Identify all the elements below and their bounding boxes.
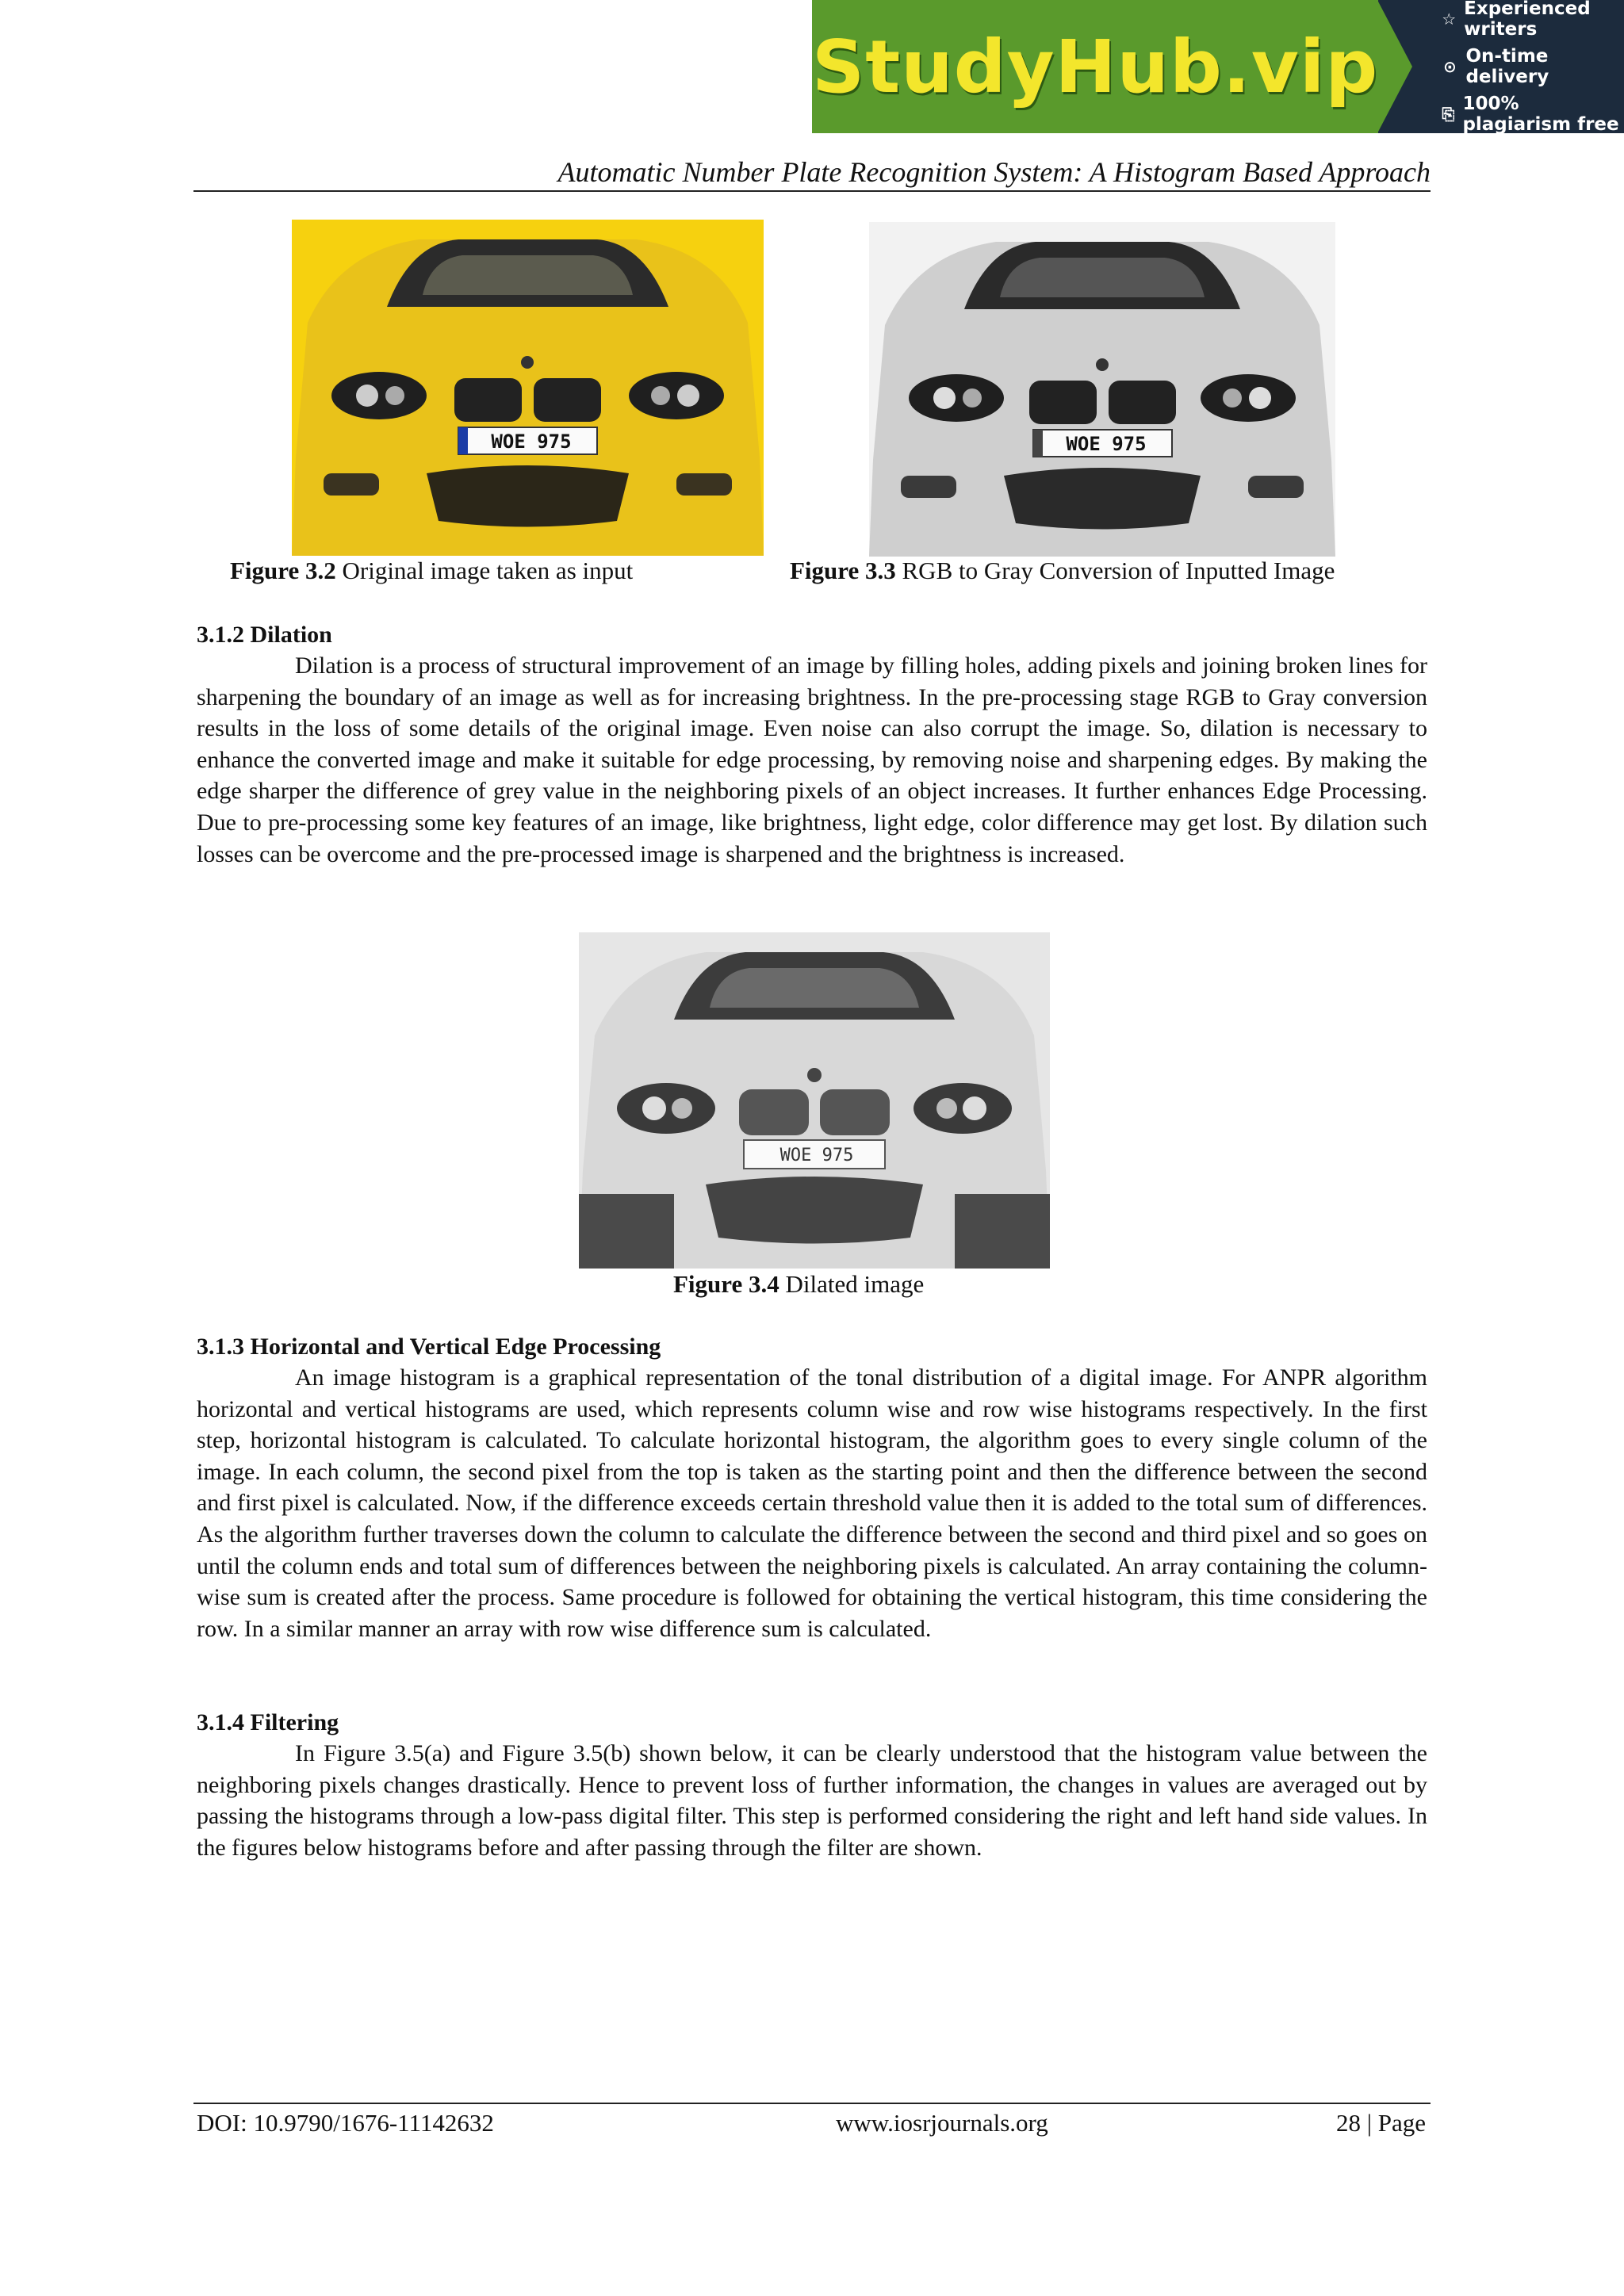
figure-3-3-caption: Figure 3.3 RGB to Gray Conversion of Inputted Image bbox=[790, 557, 1335, 584]
clock-icon: ⊙ bbox=[1442, 57, 1457, 76]
feature-label: Experienced writers bbox=[1464, 0, 1591, 40]
license-plate-text: WOE 975 bbox=[491, 430, 572, 453]
section-heading-edge-processing: 3.1.3 Horizontal and Vertical Edge Processing bbox=[197, 1334, 661, 1360]
footer-rule bbox=[193, 2103, 1431, 2104]
figure-3-4-caption: Figure 3.4 Dilated image bbox=[673, 1270, 925, 1298]
studyhub-banner[interactable] bbox=[812, 0, 1624, 133]
feature-label: 100% plagiarism free bbox=[1462, 94, 1619, 135]
header-rule bbox=[193, 190, 1431, 192]
copy-icon: ⎘ bbox=[1442, 105, 1455, 124]
running-header: Automatic Number Plate Recognition System: A Histogram Based Approach bbox=[557, 156, 1431, 188]
paragraph-dilation: Dilation is a process of structural improvement of an image by filling holes, adding pixels and joining broken lines for sharpening the boundary of an image as well as for increasing brightness. In the pre-processing stage RGB to Gray conversion results in the loss of some details of the original image. Even noise can also corrupt the image. So, dilation is necessary to enhance the converted image and make it suitable for edge processing, by removing noise and sharpening edges. By making the edge sharper the difference of grey value in the neighboring pixels of an object increases. It further enhances Edge Processing. Due to pre-processing some key features of an image, like brightness, light edge, color difference may get lost. By dilation such losses can be overcome and the pre-processed image is sharpened and the brightness is increased. bbox=[197, 652, 1427, 867]
paragraph-edge-processing: An image histogram is a graphical representation of the tonal distribution of a digital image. For ANPR algorithm horizontal and vertical histograms are used, which represents column wise and row wise histograms respectively. In the first step, horizontal histogram is calculated. To calculate horizontal histogram, the algorithm goes to every single column of the image. In each column, the second pixel from the top is taken as the starting point and then the difference between the second and first pixel is calculated. Now, if the difference exceeds certain threshold value then it is added to the total sum of differences. As the algorithm further traverses down the column to calculate the difference between the second and third pixel and so goes on until the column ends and total sum of differences between the neighboring pixels is calculated. An array containing the column-wise sum is created after the process. Same procedure is followed for obtaining the vertical histogram, this time considering the row. In a similar manner an array with row wise difference sum is calculated. bbox=[197, 1364, 1427, 1642]
license-plate-text: WOE 975 bbox=[1066, 433, 1147, 455]
license-plate-text: WOE 975 bbox=[779, 1146, 854, 1165]
footer-doi: DOI: 10.9790/1676-11142632 bbox=[197, 2109, 494, 2137]
banner-features bbox=[1378, 0, 1624, 133]
figure-3-2-caption: Figure 3.2 Original image taken as input bbox=[230, 557, 634, 584]
figure-3-3-image bbox=[869, 222, 1335, 557]
figure-3-2-image bbox=[292, 220, 764, 556]
section-heading-filtering: 3.1.4 Filtering bbox=[197, 1709, 339, 1735]
feature-experienced-writers bbox=[1442, 0, 1624, 40]
feature-on-time-delivery bbox=[1442, 46, 1624, 87]
feature-plagiarism-free bbox=[1442, 94, 1624, 135]
footer-website-link[interactable]: www.iosrjournals.org bbox=[836, 2109, 1048, 2137]
star-icon: ☆ bbox=[1442, 10, 1457, 29]
footer-page-number: 28 | Page bbox=[1336, 2109, 1426, 2137]
paragraph-filtering: In Figure 3.5(a) and Figure 3.5(b) shown below, it can be clearly understood that the histogram value between the neighboring pixels changes drastically. Hence to prevent loss of further information, the changes in values are averaged out by passing the histograms through a low-pass digital filter. This step is performed considering the right and left hand side values. In the figures below histograms before and after passing through the filter are shown. bbox=[197, 1740, 1427, 1861]
feature-label: On-time delivery bbox=[1465, 46, 1549, 87]
figure-3-4-image bbox=[579, 932, 1050, 1269]
section-heading-dilation: 3.1.2 Dilation bbox=[197, 622, 332, 648]
studyhub-logo[interactable]: StudyHub.vip bbox=[812, 0, 1378, 133]
